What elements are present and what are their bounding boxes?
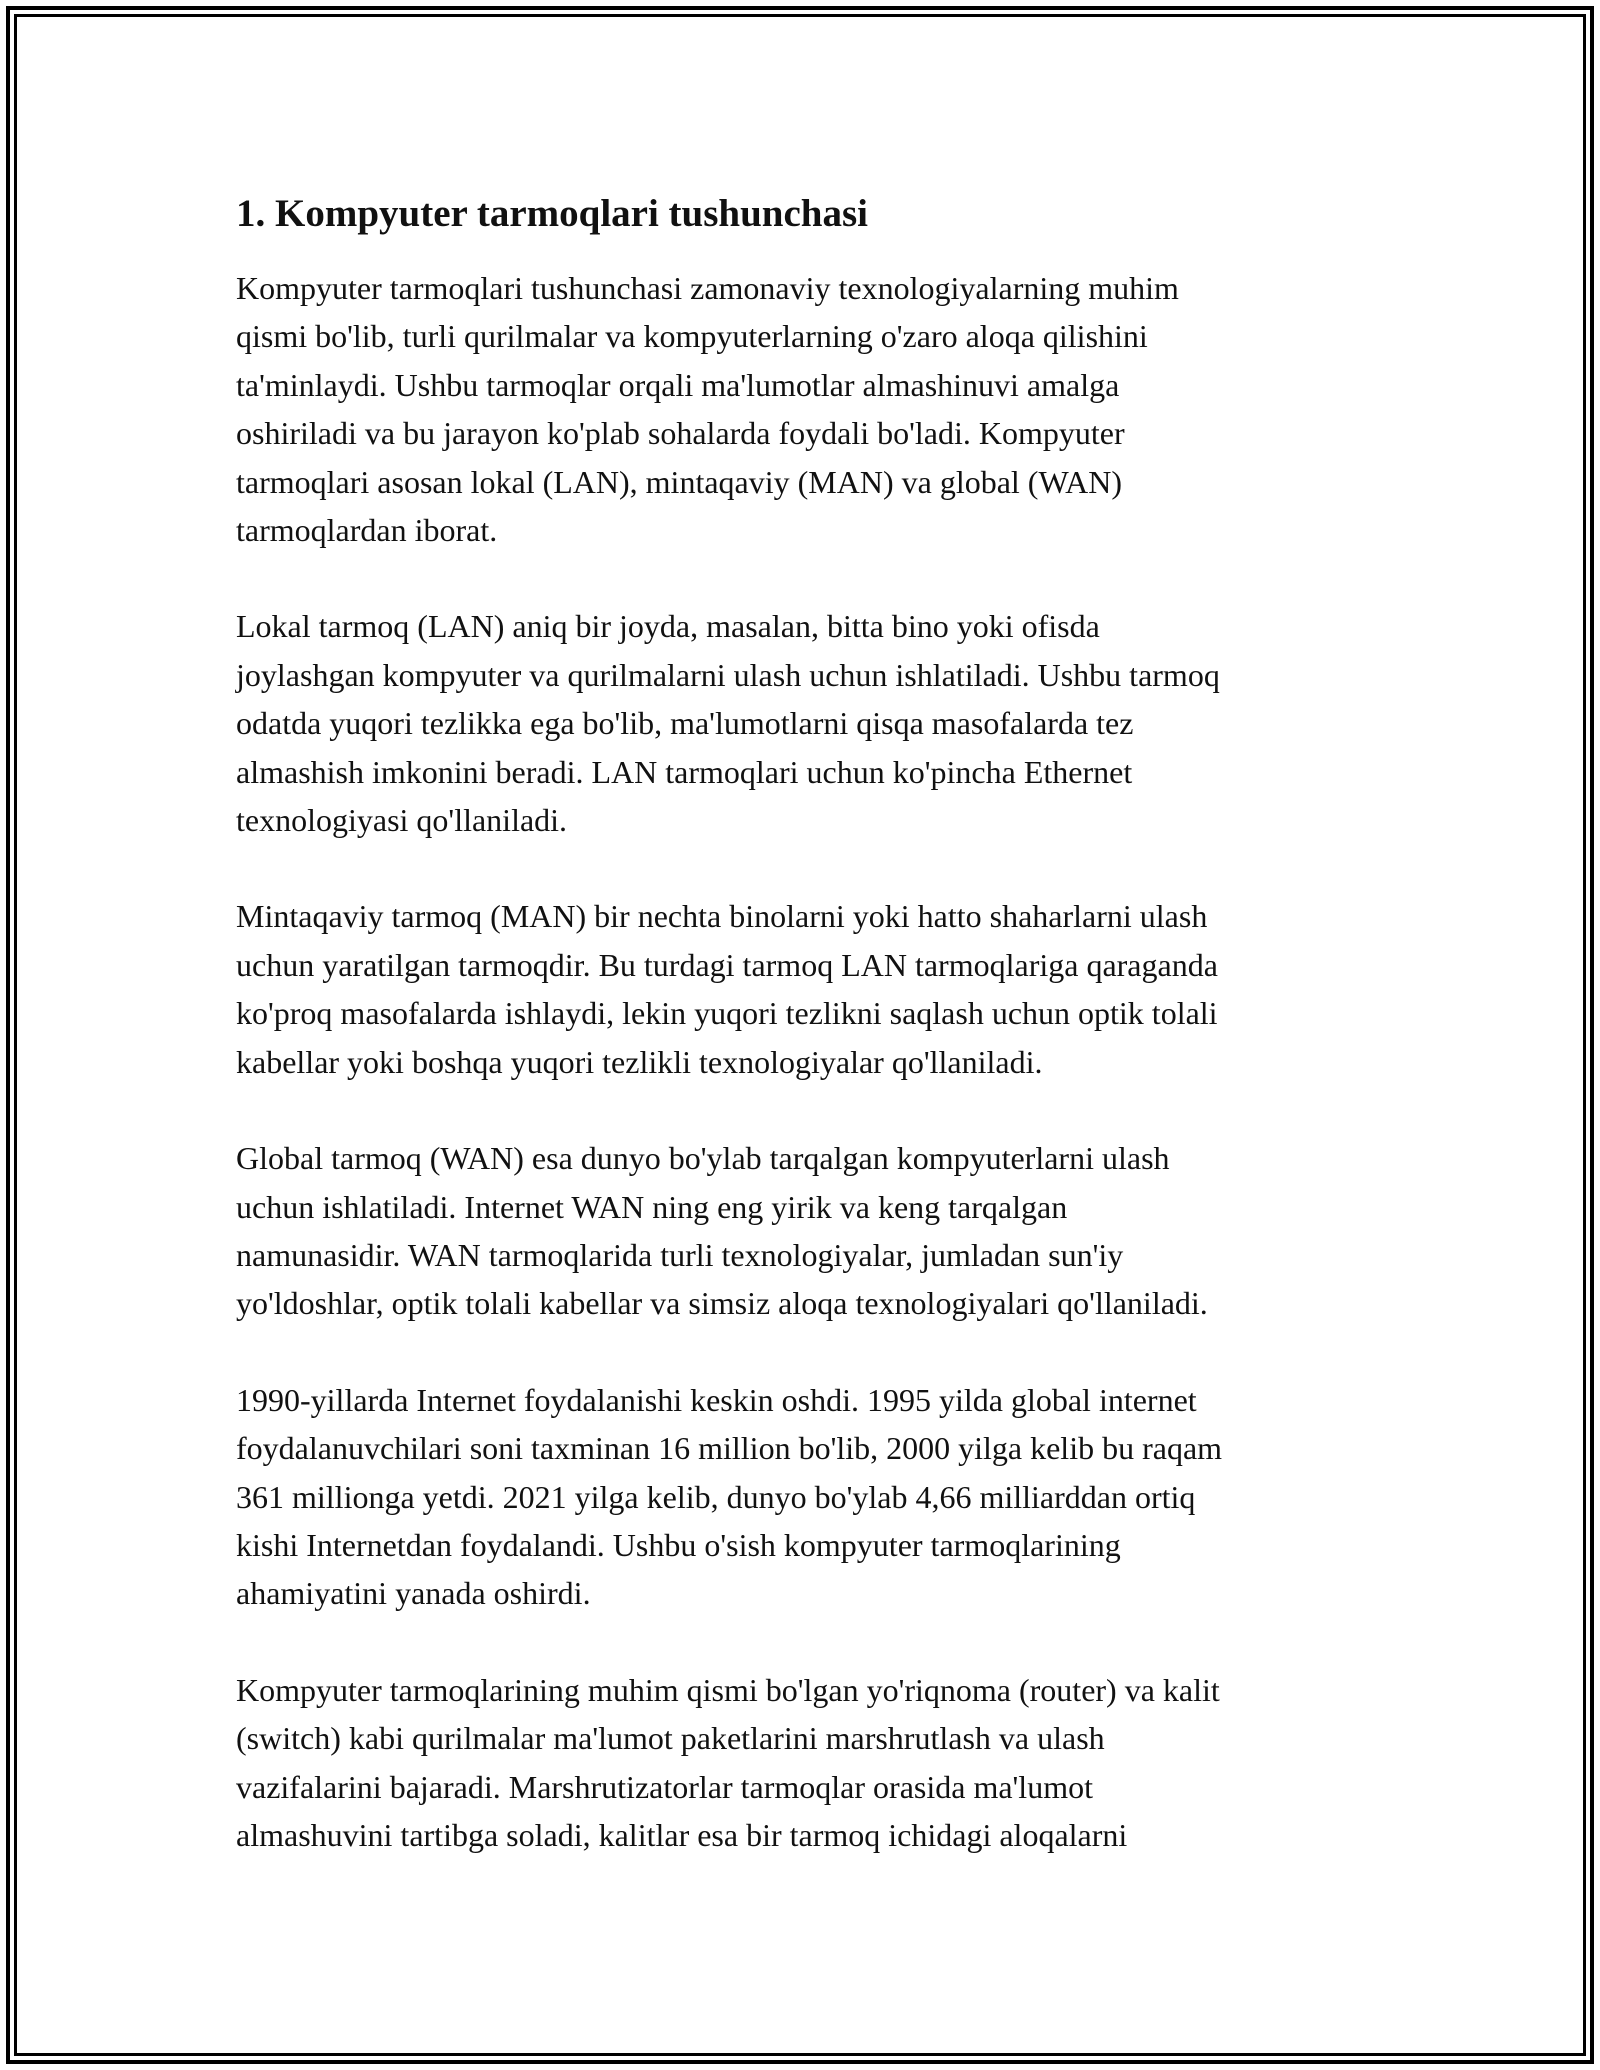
paragraph [236,1376,1376,1618]
paragraphs-container [236,264,1376,1859]
text-line: uchun ishlatiladi. Internet WAN ning eng yirik va keng tarqalgan [236,1188,1068,1225]
text-line: yo'ldoshlar, optik tolali kabellar va simsiz aloqa texnologiyalari qo'llaniladi. [236,1285,1208,1322]
text-line: 1990-yillarda Internet foydalanishi keskin oshdi. 1995 yilda global internet [236,1381,1197,1418]
text-line: namunasidir. WAN tarmoqlarida turli texnologiyalar, jumladan sun'iy [236,1236,1124,1273]
text-line: ko'proq masofalarda ishlaydi, lekin yuqori tezlikni saqlash uchun optik tolali [236,995,1218,1032]
paragraph [236,1666,1376,1860]
text-line: almashish imkonini beradi. LAN tarmoqlari uchun ko'pincha Ethernet [236,753,1133,790]
section-heading: 1. Kompyuter tarmoqlari tushunchasi [236,192,868,235]
text-line: Lokal tarmoq (LAN) aniq bir joyda, masalan, bitta bino yoki ofisda [236,608,1100,645]
paragraph [236,892,1376,1086]
text-line: qismi bo'lib, turli qurilmalar va kompyuterlarning o'zaro aloqa qilishini [236,318,1148,355]
text-line: texnologiyasi qo'llaniladi. [236,802,568,839]
text-line: tarmoqlari asosan lokal (LAN), mintaqaviy (MAN) va global (WAN) [236,463,1122,500]
text-line: almashuvini tartibga soladi, kalitlar esa bir tarmoq ichidagi aloqalarni [236,1816,1128,1853]
text-line: Kompyuter tarmoqlari tushunchasi zamonaviy texnologiyalarning muhim [236,270,1179,306]
text-line: vazifalarini bajaradi. Marshrutizatorlar tarmoqlar orasida ma'lumot [236,1768,1093,1805]
text-line: foydalanuvchilari soni taxminan 16 million bo'lib, 2000 yilga kelib bu raqam [236,1430,1223,1467]
text-line: joylashgan kompyuter va qurilmalarni ulash uchun ishlatiladi. Ushbu tarmoq [236,656,1220,693]
text-line: kabellar yoki boshqa yuqori tezlikli texnologiyalar qo'llaniladi. [236,1043,1043,1080]
text-line: Mintaqaviy tarmoq (MAN) bir nechta binolarni yoki hatto shaharlarni ulash [236,898,1208,935]
text-line: ahamiyatini yanada oshirdi. [236,1575,591,1612]
text-line: (switch) kabi qurilmalar ma'lumot paketlarini marshrutlash va ulash [236,1720,1105,1757]
text-line: odatda yuqori tezlikka ega bo'lib, ma'lumotlarni qisqa masofalarda tez [236,705,1134,742]
text-line: oshiriladi va bu jarayon ko'plab sohalarda foydali bo'ladi. Kompyuter [236,415,1125,452]
text-line: Global tarmoq (WAN) esa dunyo bo'ylab tarqalgan kompyuterlarni ulash [236,1140,1170,1177]
text-line: 361 millionga yetdi. 2021 yilga kelib, dunyo bo'ylab 4,66 milliarddan ortiq [236,1478,1196,1515]
document-body [236,186,1376,1859]
text-line: uchun yaratilgan tarmoqdir. Bu turdagi tarmoq LAN tarmoqlariga qaraganda [236,946,1218,983]
text-line: kishi Internetdan foydalandi. Ushbu o'sish kompyuter tarmoqlarining [236,1526,1121,1563]
paragraph [236,1134,1376,1328]
paragraph [236,264,1376,554]
text-line: tarmoqlardan iborat. [236,512,498,549]
text-line: Kompyuter tarmoqlarining muhim qismi bo'lgan yo'riqnoma (router) va kalit [236,1671,1220,1708]
paragraph [236,602,1376,844]
text-line: ta'minlaydi. Ushbu tarmoqlar orqali ma'lumotlar almashinuvi amalga [236,366,1120,403]
